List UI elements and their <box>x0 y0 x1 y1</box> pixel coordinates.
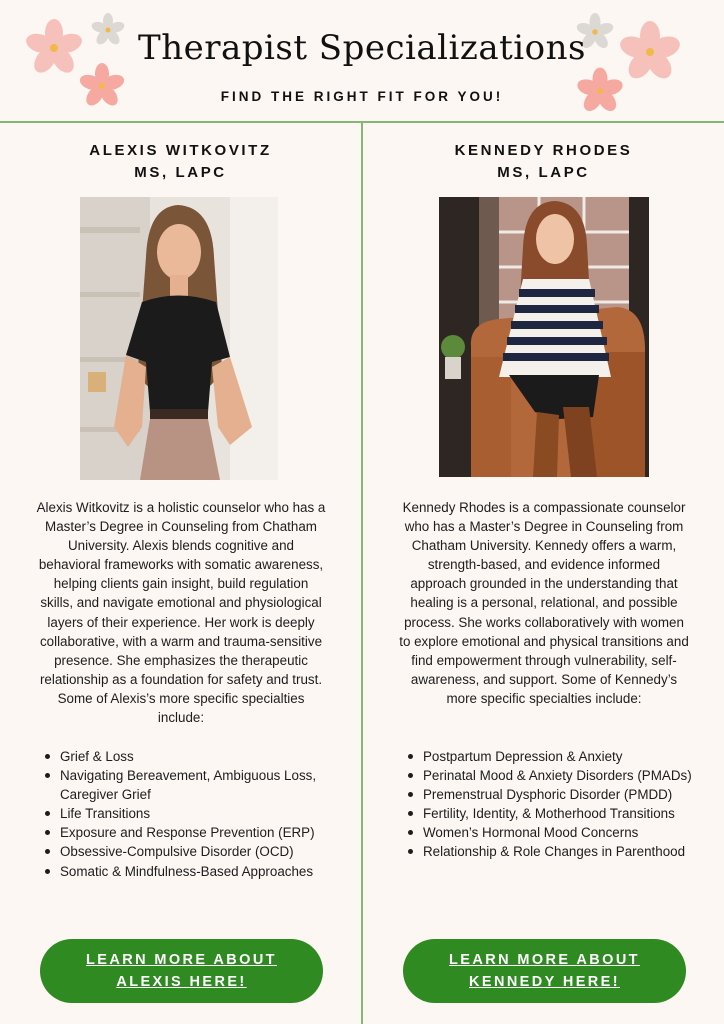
therapist-credentials: MS, LAPC <box>497 164 590 181</box>
therapist-card-kennedy <box>363 122 724 1024</box>
therapist-name: KENNEDY RHODES <box>454 142 633 159</box>
specialty-item: Grief & Loss <box>42 747 332 766</box>
specialty-list <box>42 747 332 881</box>
therapist-bio: Kennedy Rhodes is a compassionate counselor who has a Master’s Degree in Counseling from Chatham University. Kennedy offers a warm, strength-based, and evidence informed approach grounded in the understanding that healing is a personal, relational, and possible process. She works collaboratively with women to explore emotional and physical transitions and find empowerment through vulnerability, self-awareness, and support. Some of Kennedy’s more specific specialties include: <box>399 500 689 706</box>
specialty-item: Relationship & Role Changes in Parenthood <box>405 842 695 861</box>
specialty-item: Life Transitions <box>42 804 332 823</box>
specialty-item: Women’s Hormonal Mood Concerns <box>405 823 695 842</box>
therapist-name-block <box>0 140 361 184</box>
therapist-name: ALEXIS WITKOVITZ <box>89 142 272 159</box>
specialty-item: Somatic & Mindfulness-Based Approaches <box>42 862 332 881</box>
therapist-credentials: MS, LAPC <box>134 164 227 181</box>
specialty-item: Navigating Bereavement, Ambiguous Loss, Caregiver Grief <box>42 766 332 804</box>
specialty-list <box>405 747 695 862</box>
page-subtitle: FIND THE RIGHT FIT FOR YOU! <box>220 89 504 104</box>
learn-more-alexis-button[interactable] <box>40 939 323 1003</box>
specialty-item: Exposure and Response Prevention (ERP) <box>42 823 332 842</box>
learn-more-kennedy-label: LEARN MORE ABOUT KENNEDY HERE! <box>449 952 640 990</box>
therapist-photo <box>80 197 278 480</box>
specialty-item: Fertility, Identity, & Motherhood Transitions <box>405 804 695 823</box>
learn-more-alexis-label: LEARN MORE ABOUT ALEXIS HERE! <box>86 952 277 990</box>
specialty-item: Obsessive-Compulsive Disorder (OCD) <box>42 842 332 861</box>
therapist-photo <box>439 197 649 477</box>
page-title: Therapist Specializations <box>138 28 586 68</box>
therapist-name-block <box>363 140 724 184</box>
specialty-item: Perinatal Mood & Anxiety Disorders (PMADs) <box>405 766 695 785</box>
therapist-card-alexis <box>0 122 361 1024</box>
specialty-item: Premenstrual Dysphoric Disorder (PMDD) <box>405 785 695 804</box>
page-header <box>0 0 724 122</box>
learn-more-kennedy-button[interactable] <box>403 939 686 1003</box>
therapist-bio: Alexis Witkovitz is a holistic counselor who has a Master’s Degree in Counseling from Chatham University. Alexis blends cognitive and behavioral frameworks with somatic awareness, helping clients gain insight, build regulation skills, and navigate emotional and physiological layers of their experience. Her work is deeply collaborative, with a warm and trauma-sensitive presence. She emphasizes the therapeutic relationship as a foundation for safety and trust. Some of Alexis’s more specific specialties include: <box>36 500 326 726</box>
specialty-item: Postpartum Depression & Anxiety <box>405 747 695 766</box>
